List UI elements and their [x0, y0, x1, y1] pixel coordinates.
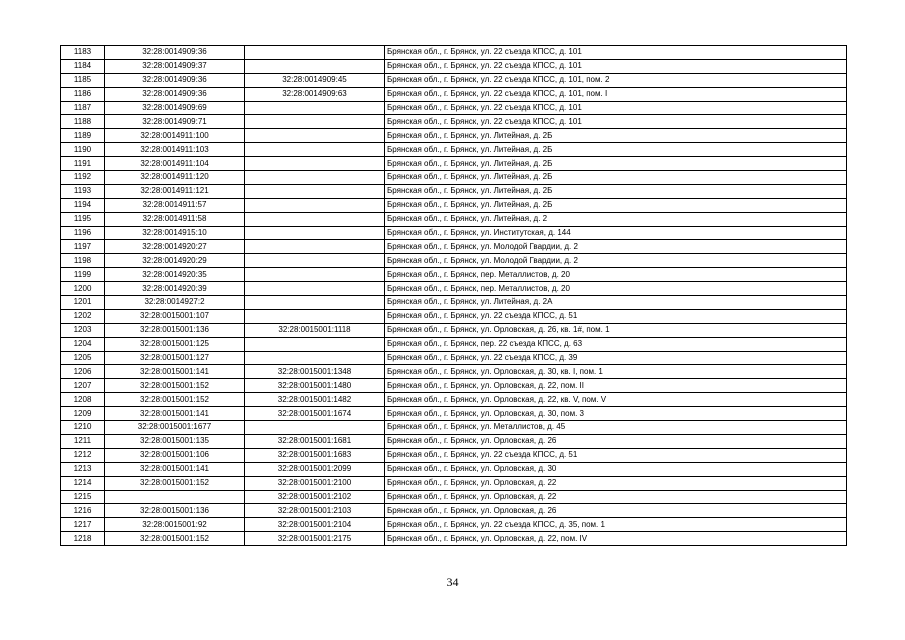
cadastral-number-cell: 32:28:0014911:121	[105, 184, 245, 198]
address-cell: Брянская обл., г. Брянск, ул. Орловская, д. 22, пом. IV	[385, 532, 847, 546]
cadastral-number-cell: 32:28:0014911:104	[105, 157, 245, 171]
table-row	[61, 337, 847, 351]
cadastral-number-cell: 32:28:0014911:100	[105, 129, 245, 143]
row-number-cell: 1215	[61, 490, 105, 504]
row-number-cell: 1209	[61, 407, 105, 421]
row-number-cell: 1201	[61, 296, 105, 310]
address-cell: Брянская обл., г. Брянск, ул. Литейная, д. 2Б	[385, 171, 847, 185]
table-row	[61, 532, 847, 546]
row-number-cell: 1187	[61, 101, 105, 115]
row-number-cell: 1216	[61, 504, 105, 518]
row-number-cell: 1211	[61, 434, 105, 448]
row-number-cell: 1184	[61, 59, 105, 73]
cadastral-number-cell: 32:28:0014909:36	[105, 87, 245, 101]
cadastral-number-cell: 32:28:0014915:10	[105, 226, 245, 240]
registry-table-body	[61, 46, 847, 546]
premises-cadastral-number-cell	[245, 351, 385, 365]
cadastral-number-cell: 32:28:0014927:2	[105, 296, 245, 310]
row-number-cell: 1212	[61, 448, 105, 462]
table-row	[61, 309, 847, 323]
premises-cadastral-number-cell: 32:28:0015001:1482	[245, 393, 385, 407]
row-number-cell: 1199	[61, 268, 105, 282]
table-row	[61, 504, 847, 518]
row-number-cell: 1193	[61, 184, 105, 198]
row-number-cell: 1200	[61, 282, 105, 296]
cadastral-number-cell: 32:28:0015001:152	[105, 379, 245, 393]
table-row	[61, 198, 847, 212]
cadastral-number-cell: 32:28:0015001:107	[105, 309, 245, 323]
premises-cadastral-number-cell	[245, 337, 385, 351]
cadastral-number-cell: 32:28:0015001:125	[105, 337, 245, 351]
address-cell: Брянская обл., г. Брянск, ул. Литейная, д. 2Б	[385, 184, 847, 198]
table-row	[61, 421, 847, 435]
row-number-cell: 1196	[61, 226, 105, 240]
address-cell: Брянская обл., г. Брянск, ул. Молодой Гвардии, д. 2	[385, 254, 847, 268]
premises-cadastral-number-cell	[245, 282, 385, 296]
address-cell: Брянская обл., г. Брянск, ул. Орловская, д. 30, кв. I, пом. 1	[385, 365, 847, 379]
address-cell: Брянская обл., г. Брянск, ул. 22 съезда КПСС, д. 101	[385, 59, 847, 73]
premises-cadastral-number-cell: 32:28:0015001:1683	[245, 448, 385, 462]
premises-cadastral-number-cell	[245, 143, 385, 157]
cadastral-number-cell: 32:28:0014911:103	[105, 143, 245, 157]
cadastral-number-cell: 32:28:0014909:36	[105, 73, 245, 87]
cadastral-number-cell	[105, 490, 245, 504]
address-cell: Брянская обл., г. Брянск, ул. Литейная, д. 2А	[385, 296, 847, 310]
premises-cadastral-number-cell	[245, 226, 385, 240]
premises-cadastral-number-cell: 32:28:0015001:1118	[245, 323, 385, 337]
address-cell: Брянская обл., г. Брянск, ул. Орловская, д. 22	[385, 490, 847, 504]
address-cell: Брянская обл., г. Брянск, ул. 22 съезда КПСС, д. 51	[385, 309, 847, 323]
premises-cadastral-number-cell: 32:28:0015001:1480	[245, 379, 385, 393]
row-number-cell: 1186	[61, 87, 105, 101]
cadastral-number-cell: 32:28:0014920:39	[105, 282, 245, 296]
address-cell: Брянская обл., г. Брянск, пер. Металлистов, д. 20	[385, 282, 847, 296]
cadastral-number-cell: 32:28:0014909:71	[105, 115, 245, 129]
premises-cadastral-number-cell	[245, 101, 385, 115]
address-cell: Брянская обл., г. Брянск, ул. 22 съезда КПСС, д. 101	[385, 115, 847, 129]
row-number-cell: 1202	[61, 309, 105, 323]
premises-cadastral-number-cell: 32:28:0015001:2103	[245, 504, 385, 518]
registry-table	[60, 45, 847, 546]
premises-cadastral-number-cell	[245, 240, 385, 254]
address-cell: Брянская обл., г. Брянск, ул. 22 съезда КПСС, д. 35, пом. 1	[385, 518, 847, 532]
table-row	[61, 296, 847, 310]
premises-cadastral-number-cell	[245, 129, 385, 143]
table-row	[61, 73, 847, 87]
cadastral-number-cell: 32:28:0015001:92	[105, 518, 245, 532]
table-row	[61, 351, 847, 365]
premises-cadastral-number-cell	[245, 254, 385, 268]
address-cell: Брянская обл., г. Брянск, ул. Орловская, д. 22, кв. V, пом. V	[385, 393, 847, 407]
premises-cadastral-number-cell: 32:28:0015001:2099	[245, 462, 385, 476]
table-row	[61, 268, 847, 282]
premises-cadastral-number-cell: 32:28:0014909:63	[245, 87, 385, 101]
address-cell: Брянская обл., г. Брянск, ул. Орловская, д. 30	[385, 462, 847, 476]
cadastral-number-cell: 32:28:0014909:36	[105, 46, 245, 60]
table-row	[61, 157, 847, 171]
table-row	[61, 448, 847, 462]
table-row	[61, 226, 847, 240]
premises-cadastral-number-cell: 32:28:0015001:1674	[245, 407, 385, 421]
row-number-cell: 1207	[61, 379, 105, 393]
row-number-cell: 1195	[61, 212, 105, 226]
premises-cadastral-number-cell: 32:28:0015001:2100	[245, 476, 385, 490]
row-number-cell: 1204	[61, 337, 105, 351]
address-cell: Брянская обл., г. Брянск, пер. 22 съезда КПСС, д. 63	[385, 337, 847, 351]
table-row	[61, 240, 847, 254]
address-cell: Брянская обл., г. Брянск, ул. Орловская, д. 30, пом. 3	[385, 407, 847, 421]
table-row	[61, 462, 847, 476]
premises-cadastral-number-cell	[245, 212, 385, 226]
premises-cadastral-number-cell: 32:28:0015001:1681	[245, 434, 385, 448]
table-row	[61, 323, 847, 337]
premises-cadastral-number-cell: 32:28:0015001:2102	[245, 490, 385, 504]
row-number-cell: 1191	[61, 157, 105, 171]
cadastral-number-cell: 32:28:0015001:136	[105, 323, 245, 337]
cadastral-number-cell: 32:28:0014920:29	[105, 254, 245, 268]
row-number-cell: 1189	[61, 129, 105, 143]
premises-cadastral-number-cell: 32:28:0015001:2175	[245, 532, 385, 546]
address-cell: Брянская обл., г. Брянск, ул. Орловская, д. 26	[385, 504, 847, 518]
premises-cadastral-number-cell: 32:28:0015001:2104	[245, 518, 385, 532]
cadastral-number-cell: 32:28:0015001:135	[105, 434, 245, 448]
address-cell: Брянская обл., г. Брянск, ул. 22 съезда КПСС, д. 101	[385, 46, 847, 60]
row-number-cell: 1192	[61, 171, 105, 185]
cadastral-number-cell: 32:28:0015001:1677	[105, 421, 245, 435]
row-number-cell: 1208	[61, 393, 105, 407]
premises-cadastral-number-cell	[245, 171, 385, 185]
cadastral-number-cell: 32:28:0015001:152	[105, 476, 245, 490]
cadastral-number-cell: 32:28:0014920:27	[105, 240, 245, 254]
premises-cadastral-number-cell	[245, 46, 385, 60]
address-cell: Брянская обл., г. Брянск, ул. Орловская, д. 22	[385, 476, 847, 490]
row-number-cell: 1213	[61, 462, 105, 476]
table-row	[61, 143, 847, 157]
premises-cadastral-number-cell	[245, 59, 385, 73]
row-number-cell: 1210	[61, 421, 105, 435]
address-cell: Брянская обл., г. Брянск, ул. Молодой Гвардии, д. 2	[385, 240, 847, 254]
address-cell: Брянская обл., г. Брянск, ул. Орловская, д. 22, пом. II	[385, 379, 847, 393]
address-cell: Брянская обл., г. Брянск, ул. 22 съезда КПСС, д. 101	[385, 101, 847, 115]
table-row	[61, 365, 847, 379]
cadastral-number-cell: 32:28:0015001:127	[105, 351, 245, 365]
premises-cadastral-number-cell	[245, 296, 385, 310]
table-row	[61, 59, 847, 73]
row-number-cell: 1188	[61, 115, 105, 129]
row-number-cell: 1217	[61, 518, 105, 532]
cadastral-number-cell: 32:28:0015001:152	[105, 393, 245, 407]
row-number-cell: 1185	[61, 73, 105, 87]
premises-cadastral-number-cell	[245, 421, 385, 435]
cadastral-number-cell: 32:28:0014909:37	[105, 59, 245, 73]
row-number-cell: 1197	[61, 240, 105, 254]
row-number-cell: 1214	[61, 476, 105, 490]
address-cell: Брянская обл., г. Брянск, ул. Институтская, д. 144	[385, 226, 847, 240]
row-number-cell: 1203	[61, 323, 105, 337]
address-cell: Брянская обл., г. Брянск, ул. 22 съезда КПСС, д. 101, пом. 2	[385, 73, 847, 87]
page-number: 34	[446, 575, 459, 589]
table-row	[61, 115, 847, 129]
table-row	[61, 379, 847, 393]
table-row	[61, 254, 847, 268]
address-cell: Брянская обл., г. Брянск, ул. 22 съезда КПСС, д. 101, пом. I	[385, 87, 847, 101]
address-cell: Брянская обл., г. Брянск, пер. Металлистов, д. 20	[385, 268, 847, 282]
row-number-cell: 1218	[61, 532, 105, 546]
cadastral-number-cell: 32:28:0015001:136	[105, 504, 245, 518]
address-cell: Брянская обл., г. Брянск, ул. 22 съезда КПСС, д. 51	[385, 448, 847, 462]
premises-cadastral-number-cell	[245, 184, 385, 198]
premises-cadastral-number-cell	[245, 157, 385, 171]
table-row	[61, 212, 847, 226]
cadastral-number-cell: 32:28:0014911:120	[105, 171, 245, 185]
row-number-cell: 1194	[61, 198, 105, 212]
cadastral-number-cell: 32:28:0015001:152	[105, 532, 245, 546]
cadastral-number-cell: 32:28:0014920:35	[105, 268, 245, 282]
table-row	[61, 407, 847, 421]
table-row	[61, 129, 847, 143]
premises-cadastral-number-cell: 32:28:0014909:45	[245, 73, 385, 87]
table-row	[61, 434, 847, 448]
row-number-cell: 1198	[61, 254, 105, 268]
table-row	[61, 282, 847, 296]
row-number-cell: 1190	[61, 143, 105, 157]
address-cell: Брянская обл., г. Брянск, ул. Литейная, д. 2Б	[385, 157, 847, 171]
cadastral-number-cell: 32:28:0014911:57	[105, 198, 245, 212]
address-cell: Брянская обл., г. Брянск, ул. Литейная, д. 2Б	[385, 198, 847, 212]
table-row	[61, 476, 847, 490]
address-cell: Брянская обл., г. Брянск, ул. 22 съезда КПСС, д. 39	[385, 351, 847, 365]
premises-cadastral-number-cell	[245, 309, 385, 323]
cadastral-number-cell: 32:28:0015001:141	[105, 365, 245, 379]
row-number-cell: 1183	[61, 46, 105, 60]
address-cell: Брянская обл., г. Брянск, ул. Металлистов, д. 45	[385, 421, 847, 435]
premises-cadastral-number-cell	[245, 268, 385, 282]
address-cell: Брянская обл., г. Брянск, ул. Орловская, д. 26, кв. 1#, пом. 1	[385, 323, 847, 337]
table-row	[61, 171, 847, 185]
cadastral-number-cell: 32:28:0015001:106	[105, 448, 245, 462]
table-row	[61, 87, 847, 101]
premises-cadastral-number-cell: 32:28:0015001:1348	[245, 365, 385, 379]
cadastral-number-cell: 32:28:0014909:69	[105, 101, 245, 115]
table-row	[61, 184, 847, 198]
row-number-cell: 1205	[61, 351, 105, 365]
cadastral-number-cell: 32:28:0015001:141	[105, 407, 245, 421]
cadastral-number-cell: 32:28:0015001:141	[105, 462, 245, 476]
address-cell: Брянская обл., г. Брянск, ул. Орловская, д. 26	[385, 434, 847, 448]
address-cell: Брянская обл., г. Брянск, ул. Литейная, д. 2	[385, 212, 847, 226]
address-cell: Брянская обл., г. Брянск, ул. Литейная, д. 2Б	[385, 143, 847, 157]
premises-cadastral-number-cell	[245, 198, 385, 212]
premises-cadastral-number-cell	[245, 115, 385, 129]
table-row	[61, 101, 847, 115]
cadastral-number-cell: 32:28:0014911:58	[105, 212, 245, 226]
address-cell: Брянская обл., г. Брянск, ул. Литейная, д. 2Б	[385, 129, 847, 143]
table-row	[61, 46, 847, 60]
table-row	[61, 490, 847, 504]
table-row	[61, 518, 847, 532]
row-number-cell: 1206	[61, 365, 105, 379]
table-row	[61, 393, 847, 407]
